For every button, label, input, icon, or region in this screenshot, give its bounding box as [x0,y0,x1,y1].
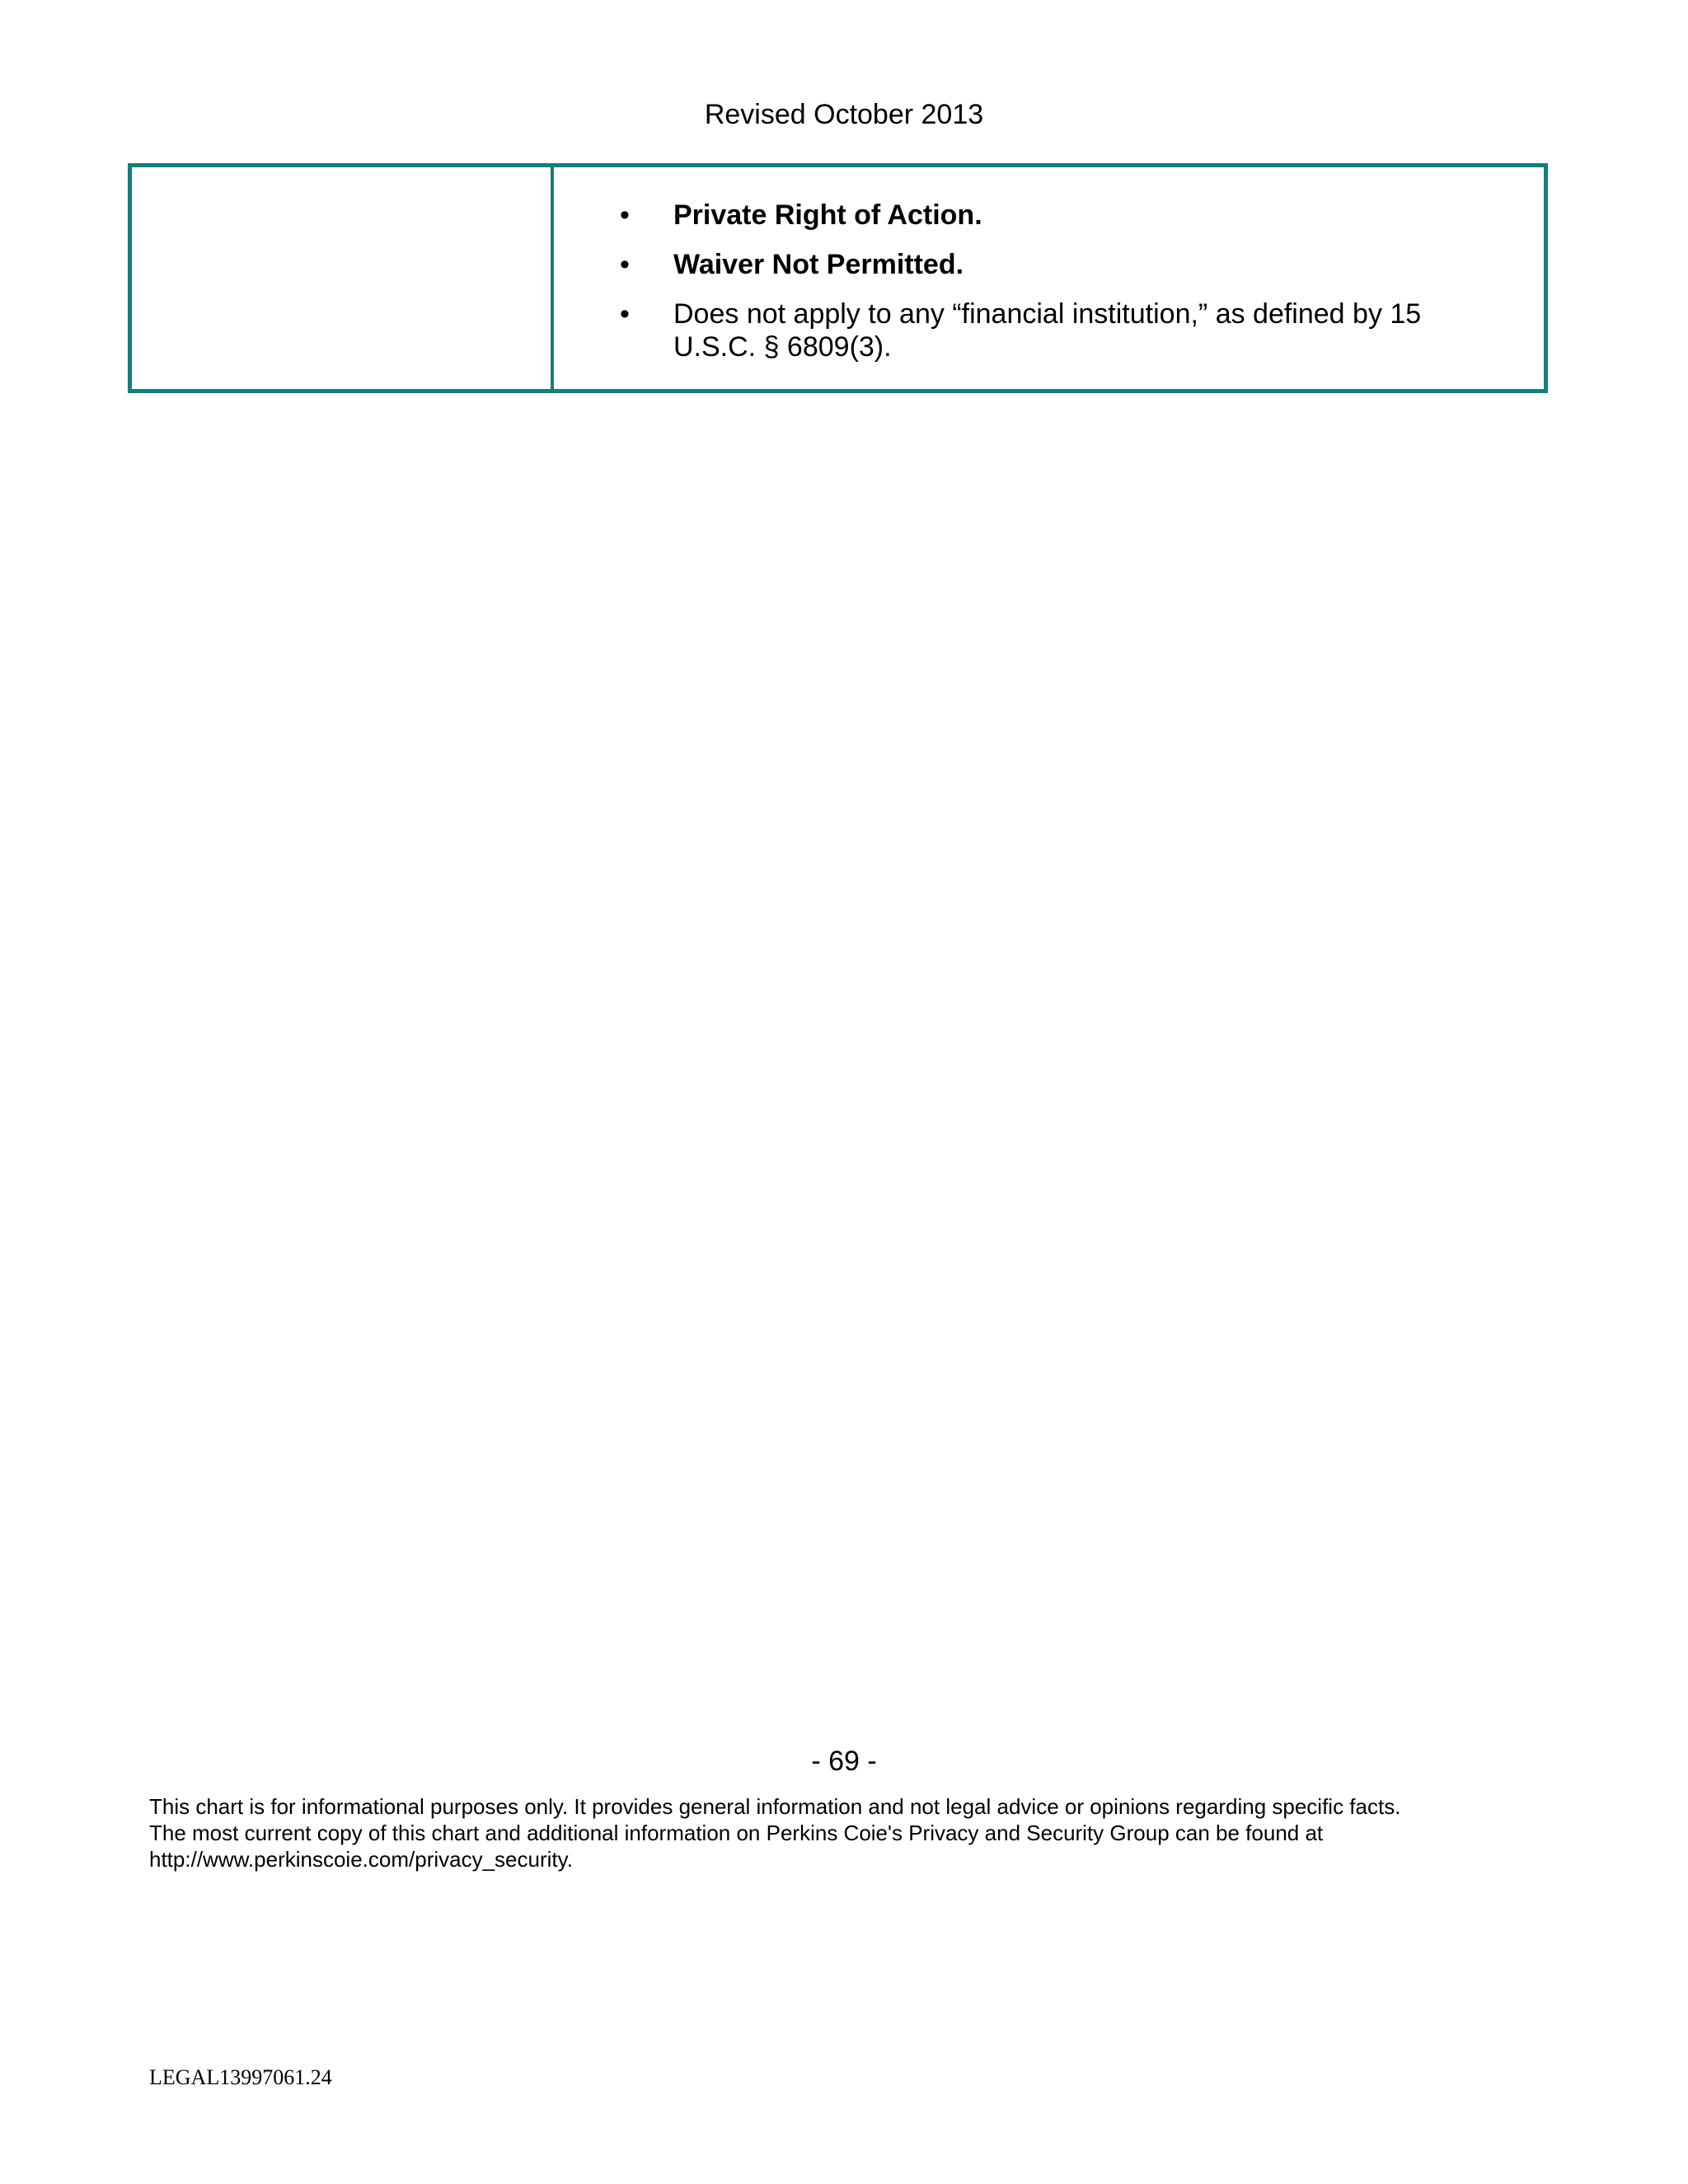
bullet-item-private-right-of-action [620,199,1511,232]
table-cell-right [554,167,1544,389]
revision-date: Revised October 2013 [704,99,984,130]
bullet-text: Does not apply to any “financial institution,” as defined by 15 U.S.C. § 6809(3). [673,298,1422,363]
bullet-text: Private Right of Action. [673,199,982,231]
bullet-list [620,199,1511,380]
disclaimer-line: This chart is for informational purposes only. It provides general information and not legal advice or opinions regarding specific facts. [149,1794,1401,1819]
bullet-icon: • [620,298,630,330]
content-table [128,163,1548,393]
bullet-icon: • [620,199,630,231]
disclaimer-line: The most current copy of this chart and additional information on Perkins Coie's Privacy and Security Group can be found at [149,1821,1324,1845]
bullet-item-financial-institution [620,298,1511,363]
page-number: - 69 - [811,1746,877,1777]
table-cell-left [132,167,554,389]
bullet-icon: • [620,249,630,280]
bullet-text: Waiver Not Permitted. [673,249,964,280]
disclaimer [149,1793,1550,1872]
bullet-item-waiver-not-permitted [620,248,1511,281]
document-id: LEGAL13997061.24 [149,2065,332,2089]
disclaimer-link-line: http://www.perkinscoie.com/privacy_security. [149,1847,573,1872]
